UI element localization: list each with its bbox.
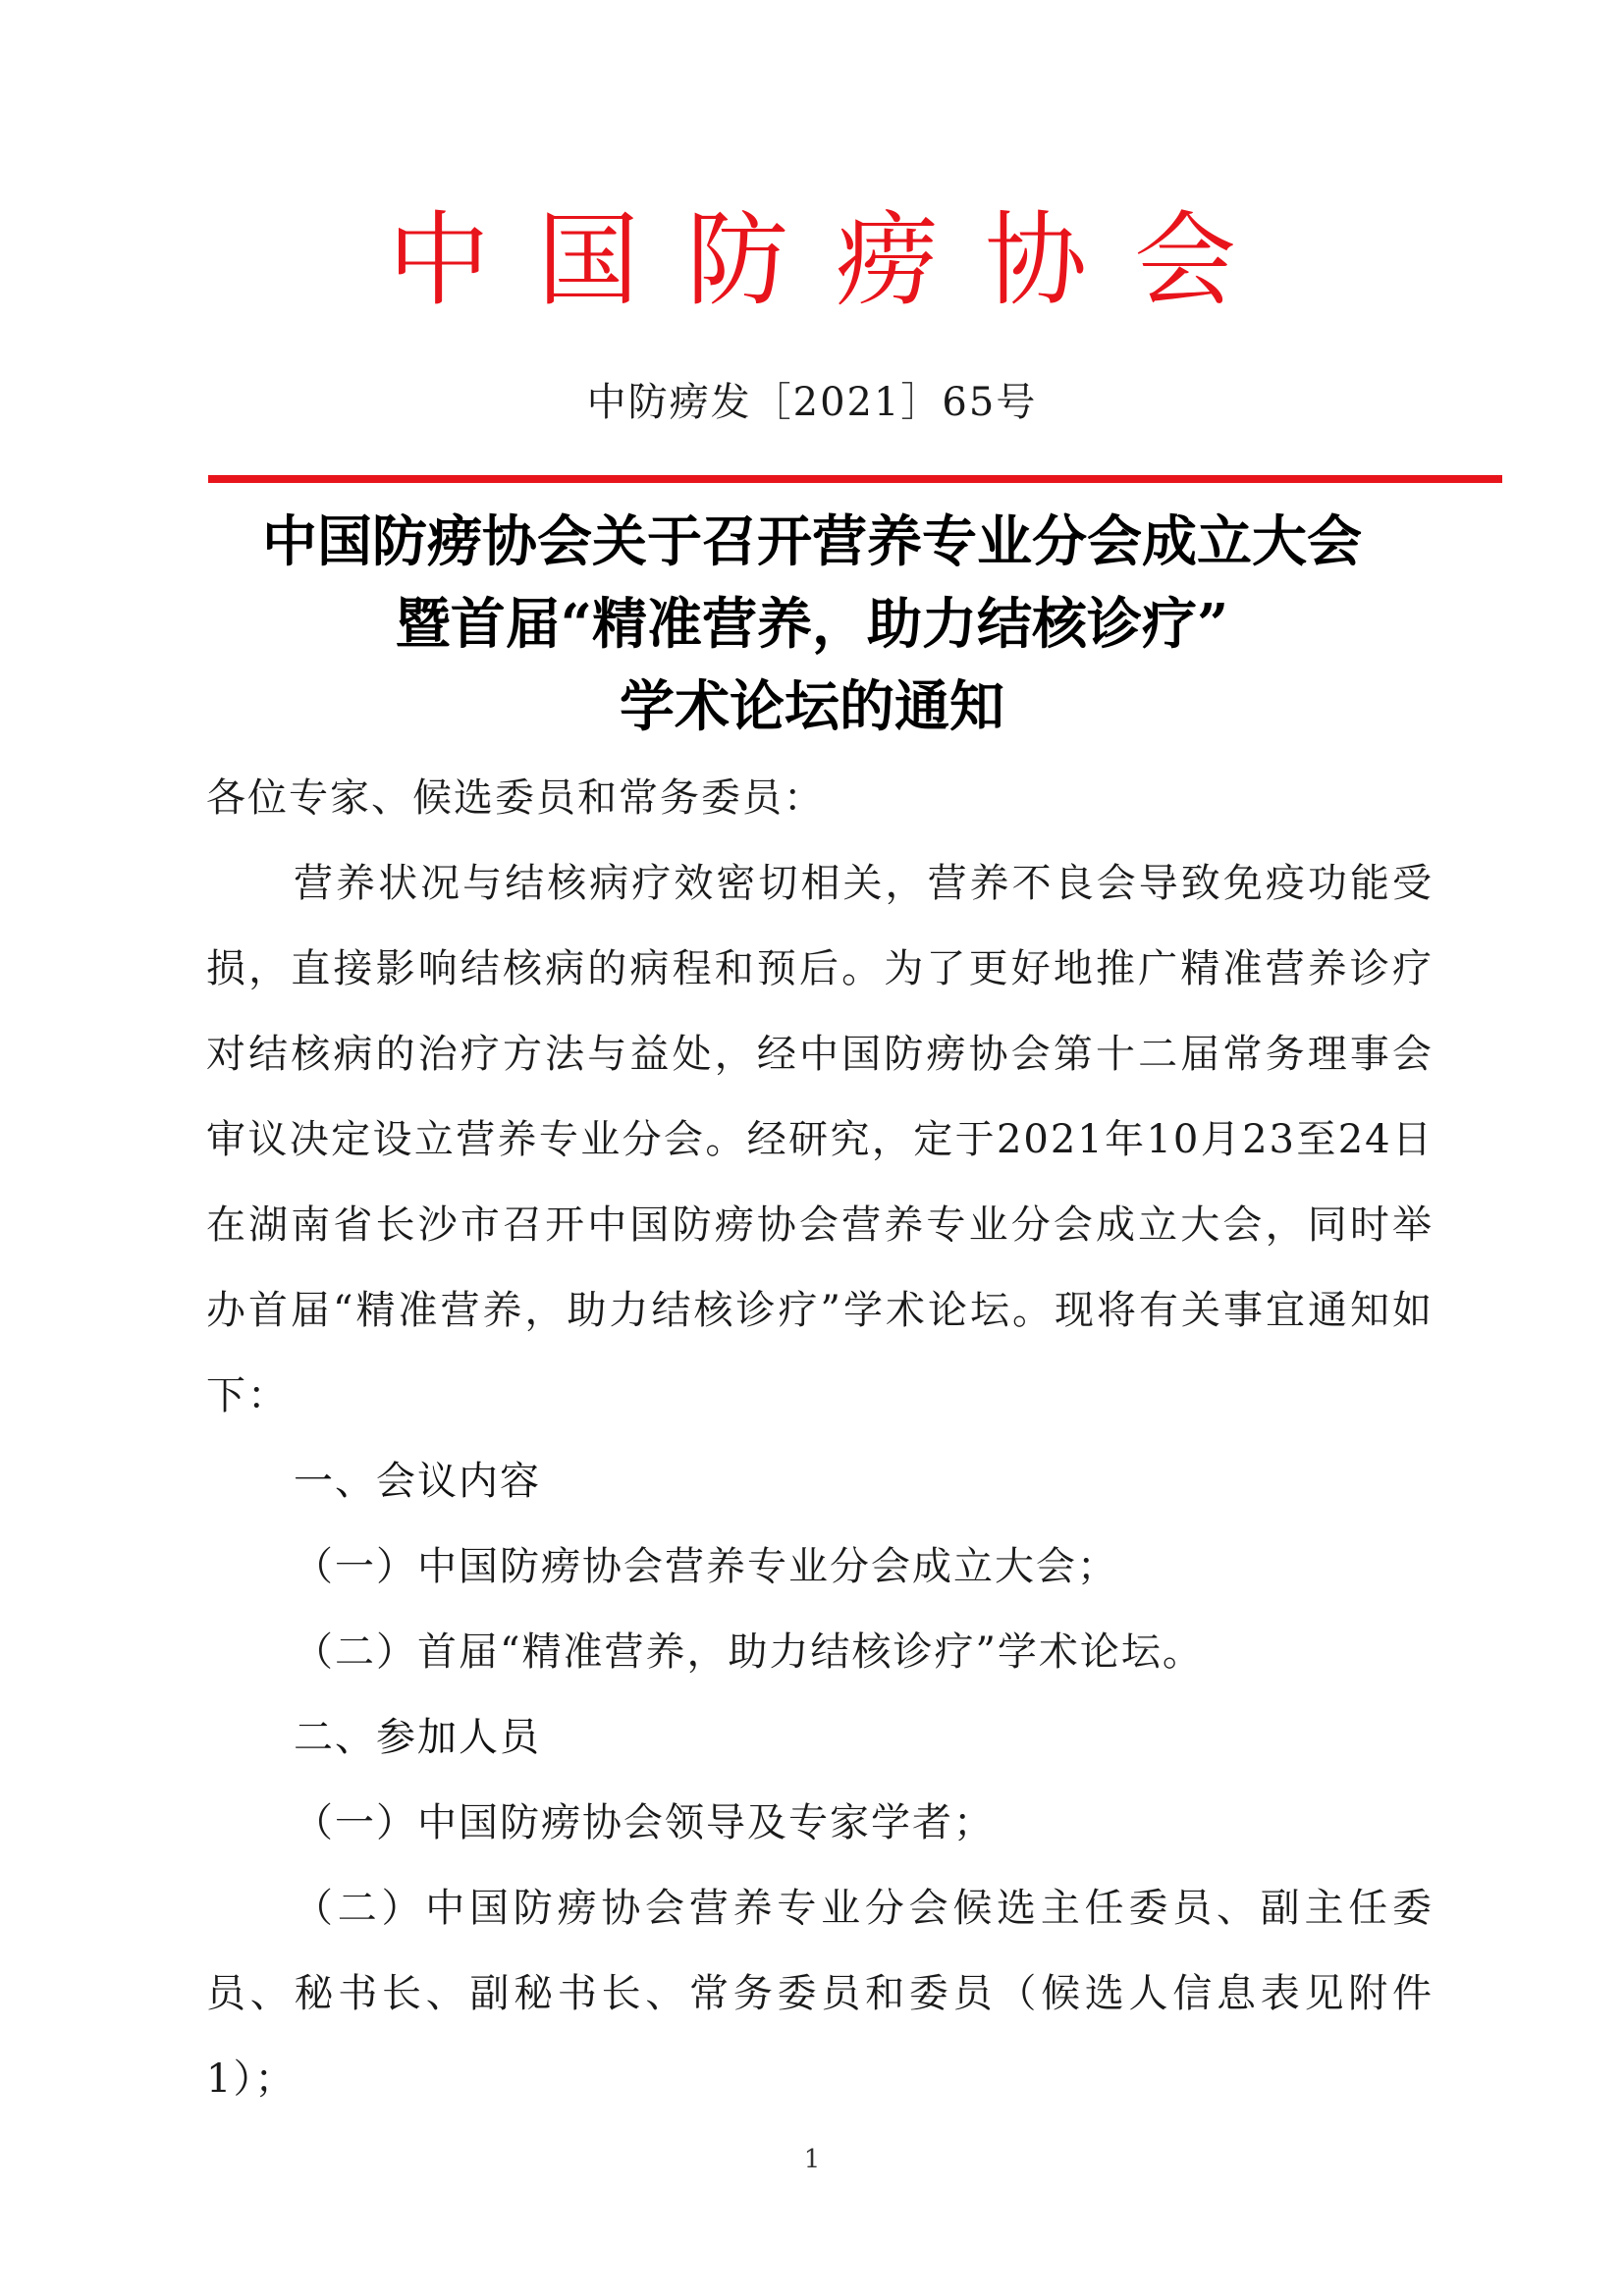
red-divider-line [208,475,1502,483]
title-line-2: 暨首届“精准营养，助力结核诊疗” [395,592,1229,657]
participants-item-2: （二）中国防痨协会营养专业分会候选主任委员、副主任委员、秘书长、副秘书长、常务委员和委员（候选人信息表见附件1）； [206,1886,1434,2102]
organization-letterhead: 中国防痨协会 [387,200,1283,320]
participants-item-1: （一）中国防痨协会领导及专家学者； [294,1800,995,1845]
salutation: 各位专家、候选委员和常务委员： [206,775,825,821]
section-heading-meeting-content: 一、会议内容 [294,1459,541,1504]
document-number: 中防痨发［2021］65号 [586,380,1038,425]
notice-title [147,501,1477,748]
section-heading-participants: 二、参加人员 [294,1715,541,1760]
title-line-3: 学术论坛的通知 [620,674,1004,739]
document-body [206,756,1434,2122]
meeting-content-item-2: （二）首届“精准营养，助力结核诊疗”学术论坛。 [294,1629,1204,1675]
intro-paragraph: 营养状况与结核病疗效密切相关，营养不良会导致免疫功能受损，直接影响结核病的病程和预后。为了更好地推广精准营养诊疗对结核病的治疗方法与益处，经中国防痨协会第十二届常务理事会审议决定设立营养专业分会。经研究，定于2021年10月23至24日在湖南省长沙市召开中国防痨协会营养专业分会成立大会，同时举办首届“精准营养，助力结核诊疗”学术论坛。现将有关事宜通知如下： [206,861,1434,1418]
meeting-content-item-1: （一）中国防痨协会营养专业分会成立大会； [294,1544,1118,1589]
page-number: 1 [803,2145,821,2174]
title-line-1: 中国防痨协会关于召开营养专业分会成立大会 [262,509,1362,574]
